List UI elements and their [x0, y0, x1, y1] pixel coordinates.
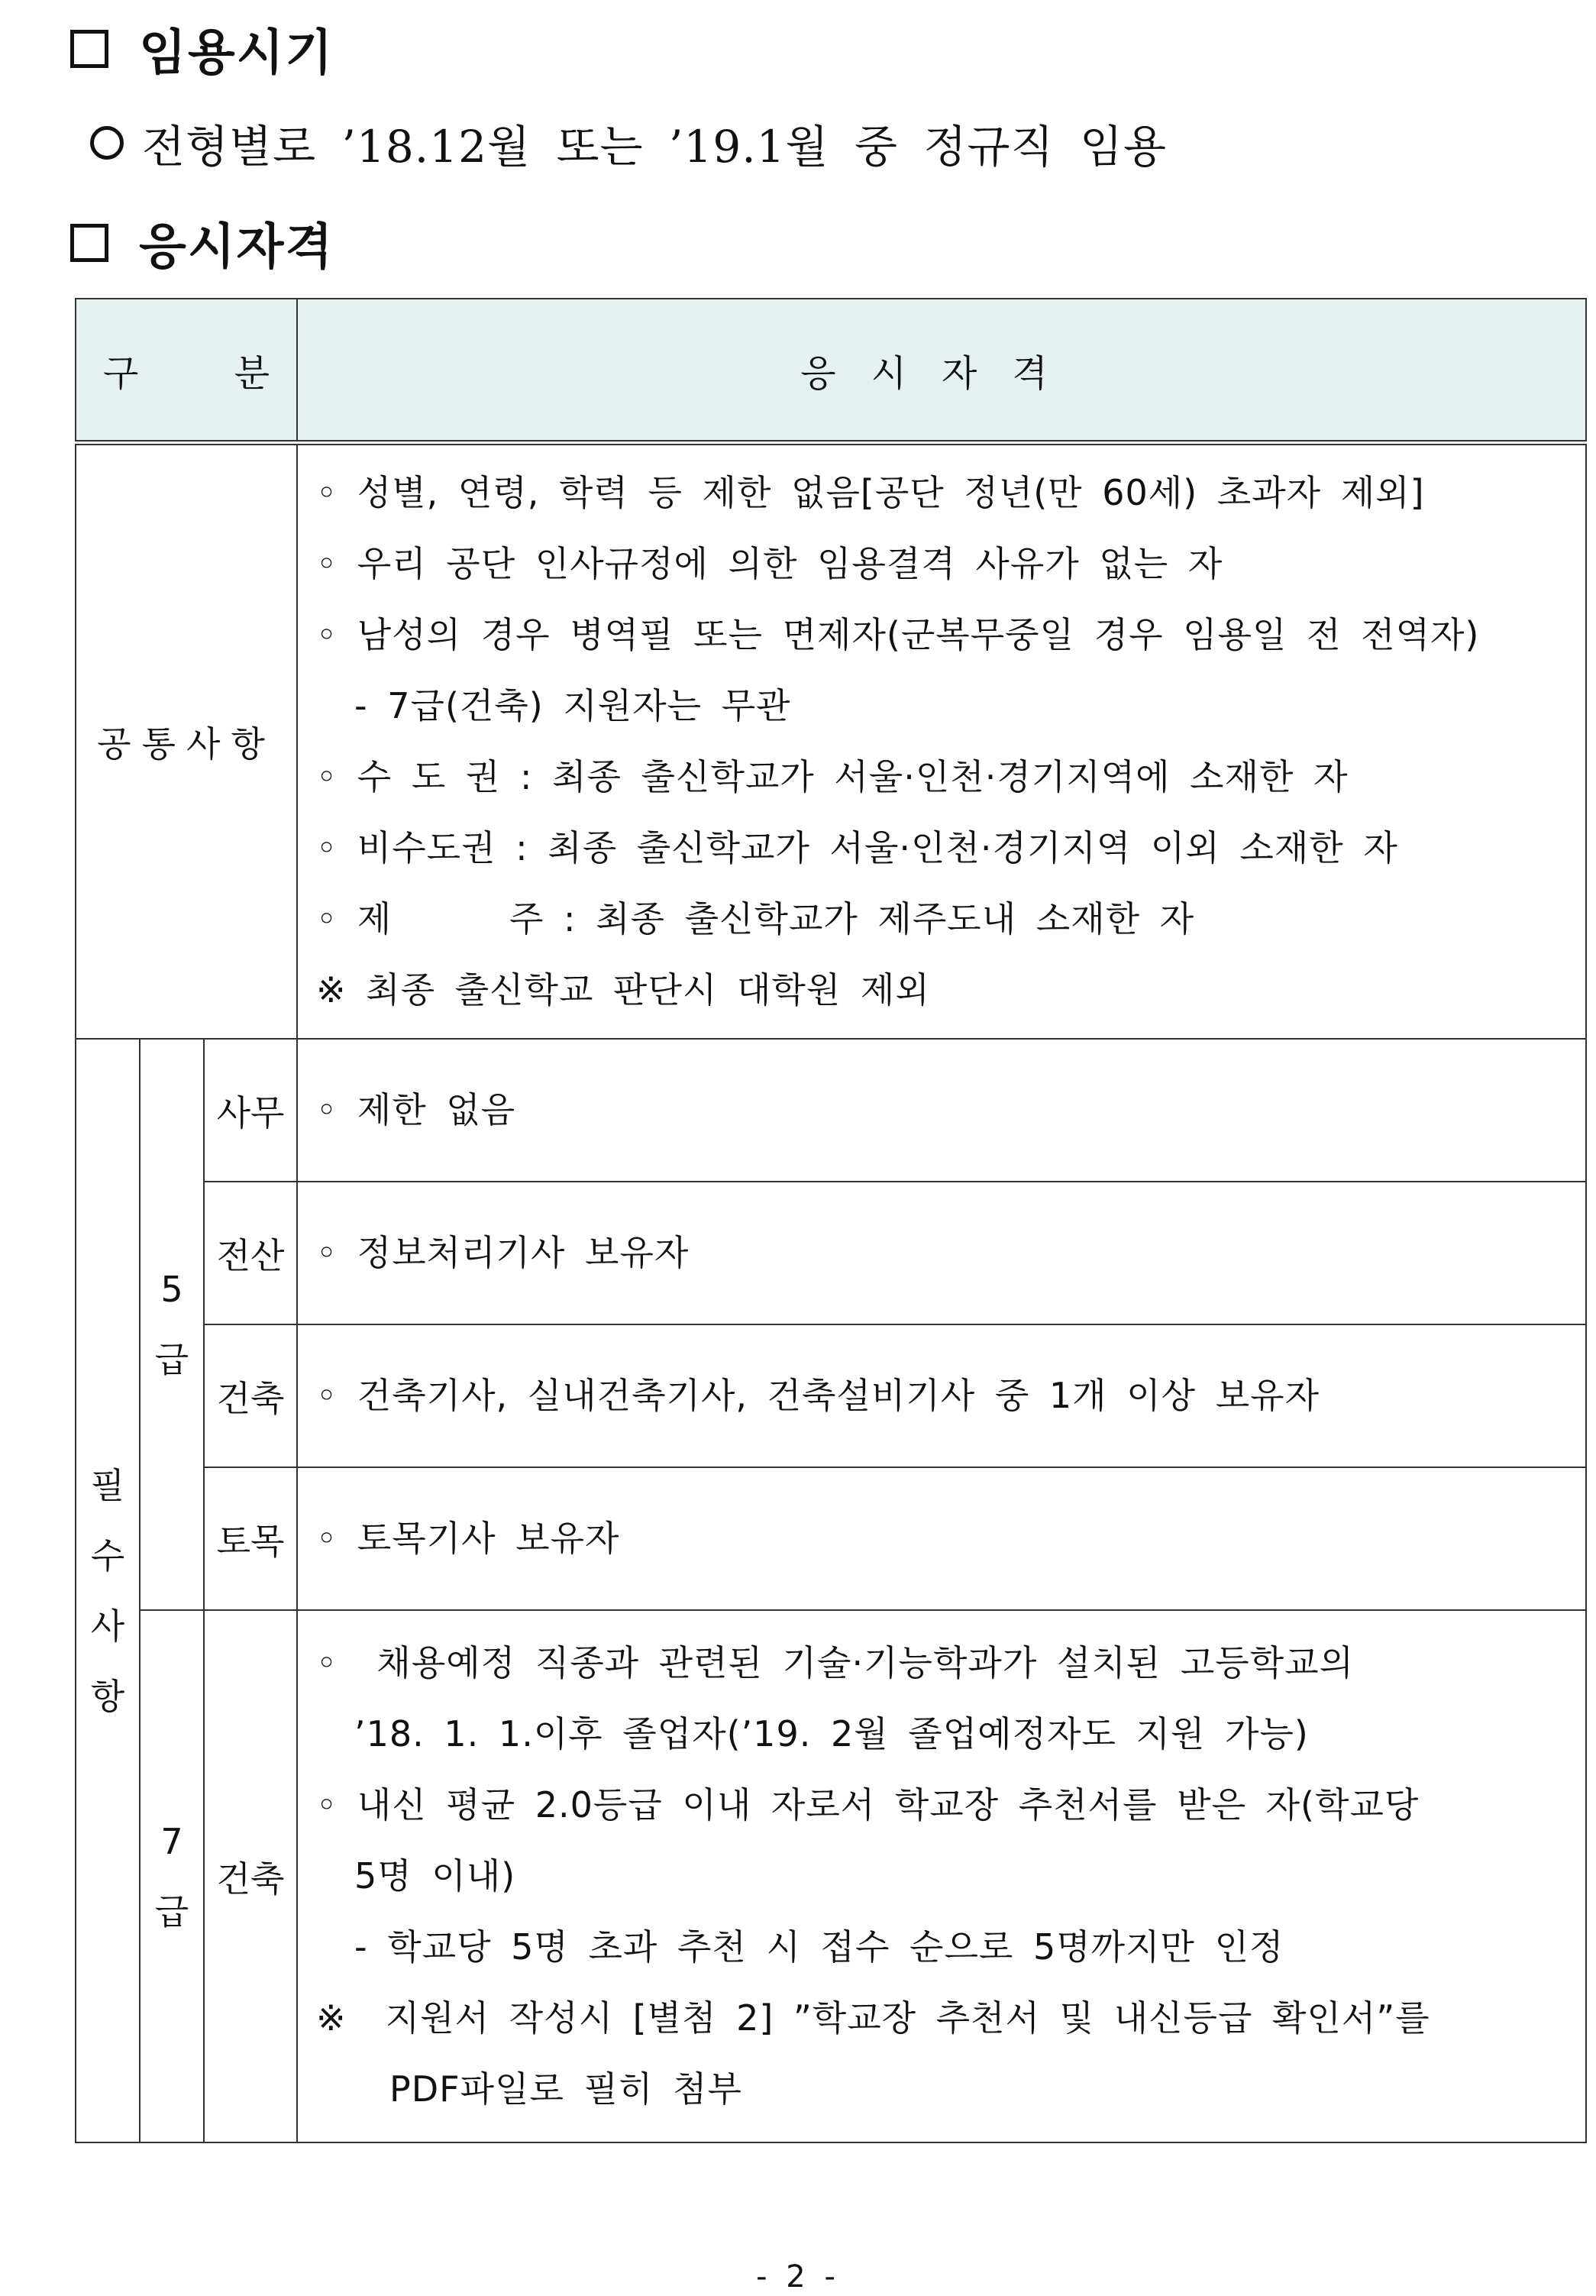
- section-title: 임용시기: [139, 25, 334, 82]
- circle-bullet-icon: [90, 126, 124, 160]
- category-label: 건축: [204, 1610, 297, 2142]
- required-label: 필 수 사 항: [76, 1039, 140, 2142]
- category-content: ◦ 제한 없음: [297, 1039, 1586, 1182]
- grade7-line: ◦ 내신 평균 2.0등급 이내 자로서 학교장 추천서를 받은 자(학교당: [316, 1784, 1420, 1825]
- table-row: [76, 1182, 1586, 1324]
- category-content: ◦ 건축기사, 실내건축기사, 건축설비기사 중 1개 이상 보유자: [297, 1324, 1586, 1467]
- header-qualification: 응시자격: [297, 299, 1586, 443]
- common-line: ◦ 비수도권 : 최종 출신학교가 서울·인천·경기지역 이외 소재한 자: [316, 827, 1398, 868]
- grade7-label: 7 급: [140, 1610, 204, 2142]
- section-heading-appointment: [70, 14, 334, 84]
- section-title: 응시자격: [139, 219, 334, 276]
- grade7-content: [297, 1610, 1586, 2142]
- appointment-line: [90, 111, 1167, 175]
- table-row: [76, 1039, 1586, 1182]
- grade7-line: ◦ 채용예정 직종과 관련된 기술·기능학과가 설치된 고등학교의: [316, 1642, 1355, 1683]
- category-label: 건축: [204, 1324, 297, 1467]
- category-label: 사무: [204, 1039, 297, 1182]
- grade5-label: 5 급: [140, 1039, 204, 1610]
- common-line: ◦ 수 도 권 : 최종 출신학교가 서울·인천·경기지역에 소재한 자: [316, 756, 1349, 797]
- grade7-row: [76, 1610, 1586, 2142]
- category-content: ◦ 토목기사 보유자: [297, 1467, 1586, 1610]
- common-line: - 7급(건축) 지원자는 무관: [354, 685, 791, 726]
- common-line: ◦ 제 주 : 최종 출신학교가 제주도내 소재한 자: [316, 898, 1195, 939]
- common-line: ◦ 성별, 연령, 학력 등 제한 없음[공단 정년(만 60세) 초과자 제외]: [316, 472, 1425, 513]
- common-line: ◦ 우리 공단 인사규정에 의한 임용결격 사유가 없는 자: [316, 543, 1223, 584]
- checkbox-square-icon: [70, 30, 108, 68]
- table-header-row: [76, 299, 1586, 443]
- table-row: [76, 1324, 1586, 1467]
- category-label: 토목: [204, 1467, 297, 1610]
- category-content: ◦ 정보처리기사 보유자: [297, 1182, 1586, 1324]
- common-content: [297, 443, 1586, 1040]
- section-heading-qualification: [70, 208, 334, 278]
- common-line: ◦ 남성의 경우 병역필 또는 면제자(군복무중일 경우 임용일 전 전역자): [316, 614, 1480, 655]
- grade7-line: PDF파일로 필히 첨부: [389, 2068, 742, 2110]
- table-row: [76, 1467, 1586, 1610]
- header-gubun: 구 분: [76, 299, 297, 443]
- grade7-line: ※ 지원서 작성시 [별첨 2] ”학교장 추천서 및 내신등급 확인서”를: [316, 1997, 1430, 2039]
- grade7-line: 5명 이내): [354, 1855, 516, 1897]
- grade7-line: - 학교당 5명 초과 추천 시 접수 순으로 5명까지만 인정: [354, 1926, 1284, 1968]
- checkbox-square-icon: [70, 224, 108, 262]
- appointment-text: 전형별로 ’18.12월 또는 ’19.1월 중 정규직 임용: [142, 121, 1168, 173]
- qualification-table: [75, 298, 1587, 2143]
- category-label: 전산: [204, 1182, 297, 1324]
- common-label: 공통사항: [76, 443, 297, 1040]
- grade7-line: ’18. 1. 1.이후 졸업자(’19. 2월 졸업예정자도 지원 가능): [354, 1713, 1309, 1754]
- page-number: - 2 -: [756, 2259, 840, 2294]
- common-line: ※ 최종 출신학교 판단시 대학원 제외: [316, 969, 930, 1011]
- common-row: [76, 443, 1586, 1040]
